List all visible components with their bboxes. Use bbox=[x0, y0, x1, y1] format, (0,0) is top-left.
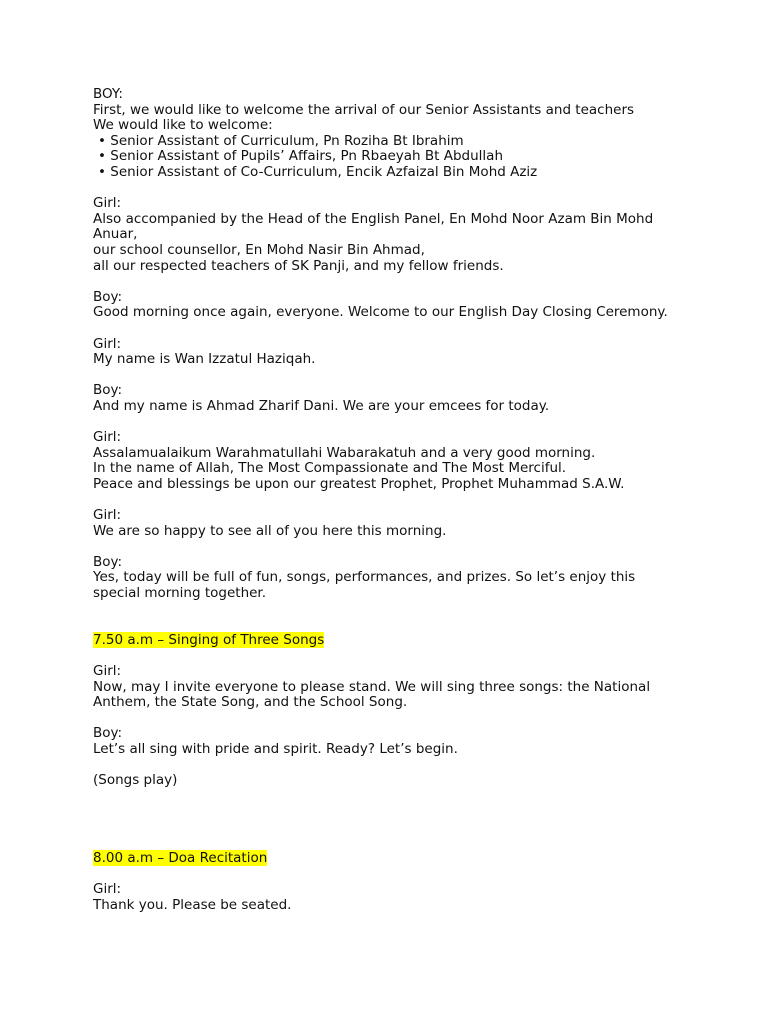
bullet-item: • Senior Assistant of Pupils’ Affairs, Pn Rbaeyah Bt Abdullah bbox=[98, 148, 503, 165]
blank-line bbox=[93, 539, 683, 555]
blank-line bbox=[93, 274, 683, 290]
paragraph-line: Good morning once again, everyone. Welcome to our English Day Closing Ceremony. bbox=[93, 304, 668, 321]
paragraph-line: Let’s all sing with pride and spirit. Ready? Let’s begin. bbox=[93, 740, 458, 757]
speaker-label: Girl: bbox=[93, 662, 122, 679]
section-heading-line bbox=[93, 633, 683, 649]
speaker-label: Boy: bbox=[93, 553, 123, 570]
blank-line bbox=[93, 321, 683, 337]
blank-line bbox=[93, 804, 683, 820]
paragraph-line: First, we would like to welcome the arrival of our Senior Assistants and teachers bbox=[93, 101, 635, 118]
blank-line bbox=[93, 867, 683, 883]
paragraph-line: And my name is Ahmad Zharif Dani. We are your emcees for today. bbox=[93, 397, 550, 414]
paragraph-line: We are so happy to see all of you here this morning. bbox=[93, 522, 447, 539]
blank-line bbox=[93, 648, 683, 664]
blank-line bbox=[93, 711, 683, 727]
paragraph-line: Yes, today will be full of fun, songs, performances, and prizes. So let’s enjoy this special morning together. bbox=[93, 569, 636, 601]
bullet-item: • Senior Assistant of Co-Curriculum, Encik Azfaizal Bin Mohd Aziz bbox=[98, 163, 538, 180]
paragraph-line: In the name of Allah, The Most Compassionate and The Most Merciful. bbox=[93, 460, 567, 477]
blank-line bbox=[93, 789, 683, 805]
blank-line bbox=[93, 758, 683, 774]
blank-line bbox=[93, 617, 683, 633]
blank-line bbox=[93, 820, 683, 836]
paragraph-line: our school counsellor, En Mohd Nasir Bin Ahmad, bbox=[93, 241, 425, 258]
speaker-label: BOY: bbox=[93, 86, 123, 102]
section-heading: 8.00 a.m – Doa Recitation bbox=[93, 850, 268, 867]
paragraph-line: Also accompanied by the Head of the English Panel, En Mohd Noor Azam Bin Mohd Anuar, bbox=[93, 210, 654, 243]
document-page bbox=[93, 87, 683, 913]
blank-line bbox=[93, 602, 683, 618]
speaker-label: Boy: bbox=[93, 288, 123, 305]
speaker-label: Girl: bbox=[93, 195, 122, 212]
section-heading: 7.50 a.m – Singing of Three Songs bbox=[93, 631, 325, 648]
speaker-label: Girl: bbox=[93, 429, 122, 446]
paragraph-line: My name is Wan Izzatul Haziqah. bbox=[93, 351, 316, 368]
paragraph-line: Thank you. Please be seated. bbox=[93, 896, 292, 913]
blank-line bbox=[93, 368, 683, 384]
blank-line bbox=[93, 836, 683, 852]
blank-line bbox=[93, 414, 683, 430]
paragraph-line: Now, may I invite everyone to please stand. We will sing three songs: the National Anthem, the State Song, and the School Song. bbox=[93, 678, 651, 711]
speaker-label: Girl: bbox=[93, 881, 122, 898]
speaker-label: Girl: bbox=[93, 335, 122, 352]
paragraph-line: Peace and blessings be upon our greatest Prophet, Prophet Muhammad S.A.W. bbox=[93, 475, 625, 492]
blank-line bbox=[93, 181, 683, 197]
paragraph-line: Assalamualaikum Warahmatullahi Wabarakatuh and a very good morning. bbox=[93, 444, 596, 461]
paragraph-line: all our respected teachers of SK Panji, and my fellow friends. bbox=[93, 257, 504, 274]
bullet-item: • Senior Assistant of Curriculum, Pn Roziha Bt Ibrahim bbox=[98, 132, 464, 149]
speaker-label: Boy: bbox=[93, 382, 123, 399]
speaker-label: Girl: bbox=[93, 507, 122, 524]
stage-note: (Songs play) bbox=[93, 772, 178, 789]
section-heading-line bbox=[93, 851, 683, 867]
speaker-label: Boy: bbox=[93, 725, 123, 742]
blank-line bbox=[93, 492, 683, 508]
paragraph-line: We would like to welcome: bbox=[93, 117, 273, 134]
